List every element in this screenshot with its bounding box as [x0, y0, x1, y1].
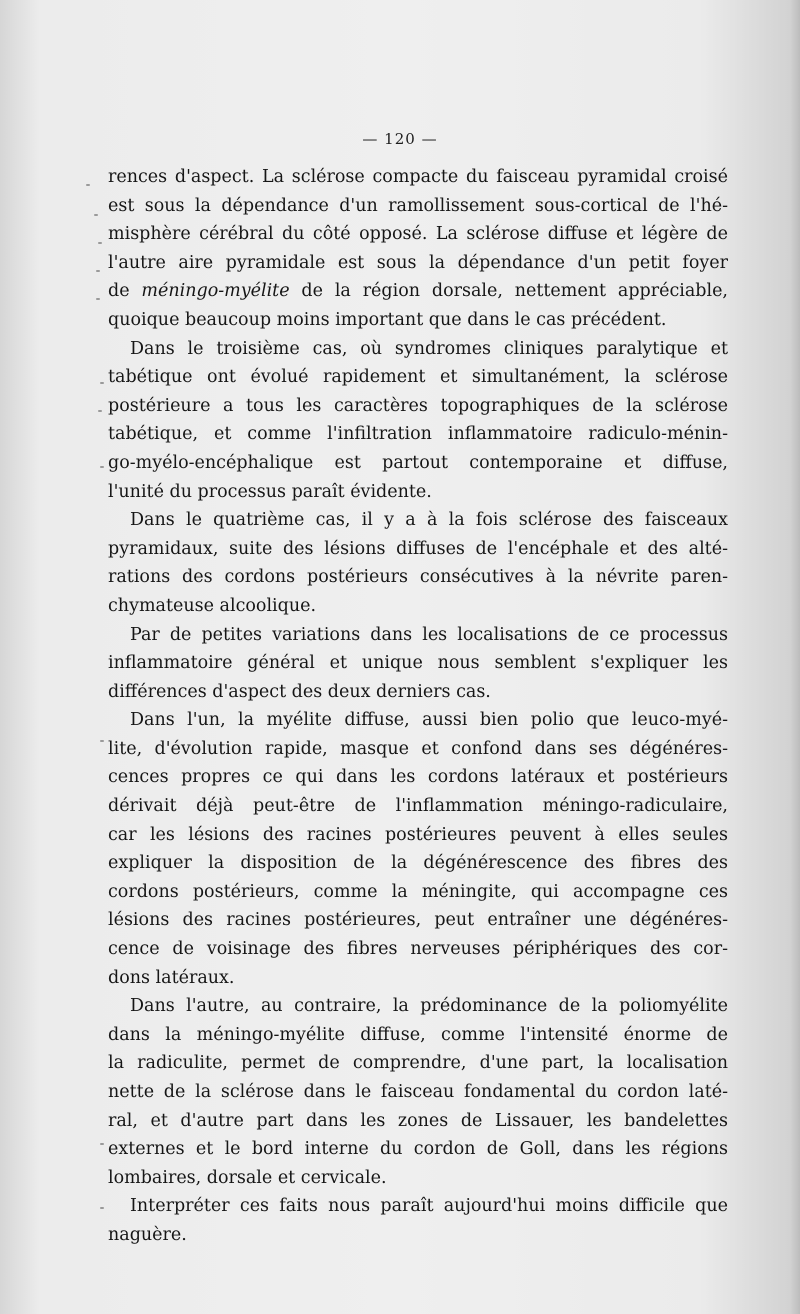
text-line: quoique beaucoup moins important que dans le cas précédent. — [108, 309, 667, 330]
margin-speck — [94, 214, 98, 216]
text-line: rations des cordons postérieurs consécutives à la névrite paren- — [108, 567, 728, 588]
text-run: de la région dorsale, nettement appréciable, — [289, 281, 728, 302]
margin-speck — [96, 270, 100, 272]
text-line: dans la méningo-myélite diffuse, comme l'intensité énorme de — [108, 1024, 728, 1045]
text-line: ral, et d'autre part dans les zones de Lissauer, les bandelettes — [108, 1110, 728, 1131]
margin-speck — [100, 1207, 104, 1209]
text-line: postérieure a tous les caractères topographiques de la sclérose — [108, 395, 728, 416]
text-line: chymateuse alcoolique. — [108, 595, 317, 616]
text-line: Dans l'un, la myélite diffuse, aussi bien polio que leuco-myé- — [130, 710, 728, 731]
text-line: Interpréter ces faits nous paraît aujourd'hui moins difficile que — [130, 1196, 728, 1217]
text-line: est sous la dépendance d'un ramollissement sous-cortical de l'hé- — [108, 195, 728, 216]
text-line: Dans l'autre, au contraire, la prédominance de la poliomyélite — [130, 996, 728, 1017]
text-line: la radiculite, permet de comprendre, d'une part, la localisation — [108, 1053, 728, 1074]
text-line: inflammatoire général et unique nous semblent s'expliquer les — [108, 653, 728, 674]
text-line: Dans le quatrième cas, il y a à la fois sclérose des faisceaux — [130, 510, 728, 531]
text-line: naguère. — [108, 1224, 187, 1245]
text-line — [108, 277, 728, 306]
text-line: pyramidaux, suite des lésions diffuses de l'encéphale et des alté- — [108, 538, 728, 559]
text-line: l'autre aire pyramidale est sous la dépendance d'un petit foyer — [108, 252, 728, 273]
italic-term: méningo-myélite — [141, 281, 290, 302]
margin-speck — [96, 298, 100, 300]
text-line: misphère cérébral du côté opposé. La sclérose diffuse et légère de — [108, 224, 728, 245]
text-line: lite, d'évolution rapide, masque et confond dans ses dégénéres- — [108, 738, 728, 759]
margin-speck — [100, 466, 104, 468]
margin-speck — [100, 740, 104, 742]
text-line: rences d'aspect. La sclérose compacte du faisceau pyramidal croisé — [108, 167, 728, 187]
text-run: de — [108, 281, 142, 302]
margin-speck — [100, 1143, 104, 1145]
text-line: tabétique ont évolué rapidement et simultanément, la sclérose — [108, 367, 728, 388]
margin-speck — [86, 184, 90, 186]
page-number: — 120 — — [362, 130, 438, 148]
text-line: différences d'aspect des deux derniers cas. — [108, 681, 491, 702]
text-line: expliquer la disposition de la dégénérescence des fibres des — [108, 853, 728, 874]
text-line: cordons postérieurs, comme la méningite, qui accompagne ces — [108, 881, 728, 902]
text-line: cence de voisinage des fibres nerveuses périphériques des cor- — [108, 939, 728, 960]
text-line: tabétique, et comme l'infiltration inflammatoire radiculo-ménin- — [108, 424, 728, 445]
text-line: l'unité du processus paraît évidente. — [108, 481, 432, 502]
margin-speck — [100, 382, 104, 384]
text-line: cences propres ce qui dans les cordons latéraux et postérieurs — [108, 767, 728, 788]
body-text — [108, 163, 728, 1250]
text-line: dons latéraux. — [108, 967, 235, 988]
text-line: dérivait déjà peut-être de l'inflammation méningo-radiculaire, — [108, 796, 728, 817]
text-line: lombaires, dorsale et cervicale. — [108, 1167, 387, 1188]
text-line: Dans le troisième cas, où syndromes cliniques paralytique et — [130, 338, 728, 359]
text-line: Par de petites variations dans les localisations de ce processus — [130, 624, 728, 645]
text-line: lésions des racines postérieures, peut entraîner une dégénéres- — [108, 910, 728, 931]
text-line: go-myélo-encéphalique est partout contemporaine et diffuse, — [108, 452, 728, 473]
text-line: car les lésions des racines postérieures peuvent à elles seules — [108, 824, 728, 845]
margin-speck — [98, 242, 102, 244]
text-line: nette de la sclérose dans le faisceau fondamental du cordon laté- — [108, 1082, 728, 1102]
text-line: externes et le bord interne du cordon de Goll, dans les régions — [108, 1139, 728, 1160]
margin-speck — [98, 410, 102, 412]
